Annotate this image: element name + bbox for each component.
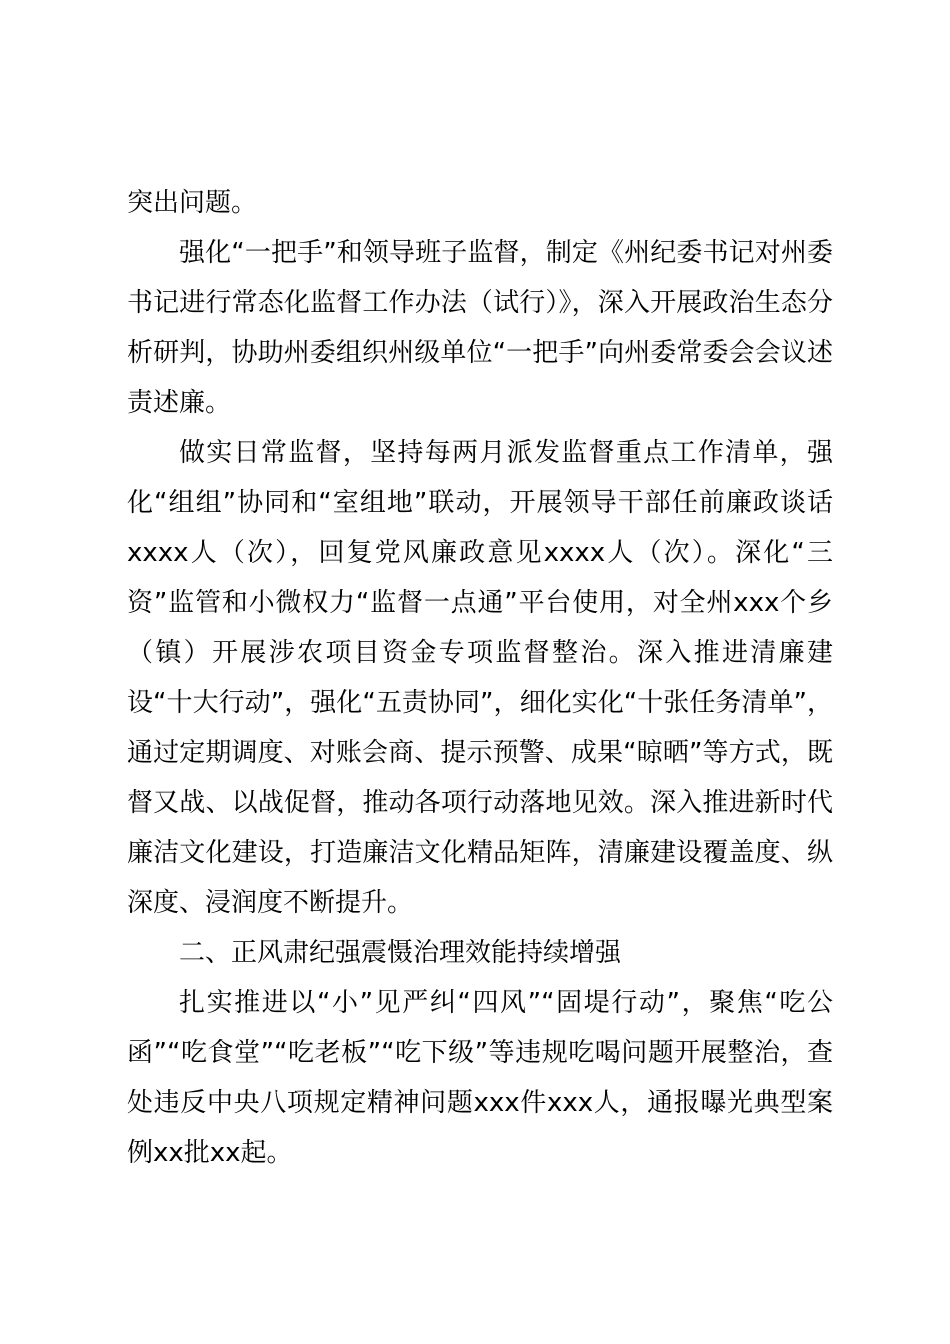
paragraph-four-winds: 扎实推进以“小”见严纠“四风”“固堤行动”，聚焦“吃公函”“吃食堂”“吃老板”“吃下级”等违规吃喝问题开展整治，查处违反中央八项规定精神问题xxx件xxx人，通报曝光典型案例xx批xx起。: [127, 988, 833, 1168]
paragraph-daily-supervision: 做实日常监督，坚持每两月派发监督重点工作清单，强化“组组”协同和“室组地”联动，开展领导干部任前廉政谈话xxxx人（次），回复党风廉政意见xxxx人（次）。深化“三资”监管和小微权力“监督一点通”平台使用，对全州xxx个乡（镇）开展涉农项目资金专项监督整治。深入推进清廉建设“十大行动”，强化“五责协同”，细化实化“十张任务清单”，通过定期调度、对账会商、提示预警、成果“晾晒”等方式，既督又战、以战促督，推动各项行动落地见效。深入推进新时代廉洁文化建设，打造廉洁文化精品矩阵，清廉建设覆盖度、纵深度、浸润度不断提升。: [127, 438, 833, 918]
paragraph-leadership-supervision: 强化“一把手”和领导班子监督，制定《州纪委书记对州委书记进行常态化监督工作办法（试行）》，深入开展政治生态分析研判，协助州委组织州级单位“一把手”向州委常委会会议述责述廉。: [127, 238, 833, 418]
section-heading: 二、正风肃纪强震慑治理效能持续增强: [179, 938, 622, 968]
document-body: [127, 178, 833, 1178]
paragraph-continuation: 突出问题。: [127, 188, 258, 218]
